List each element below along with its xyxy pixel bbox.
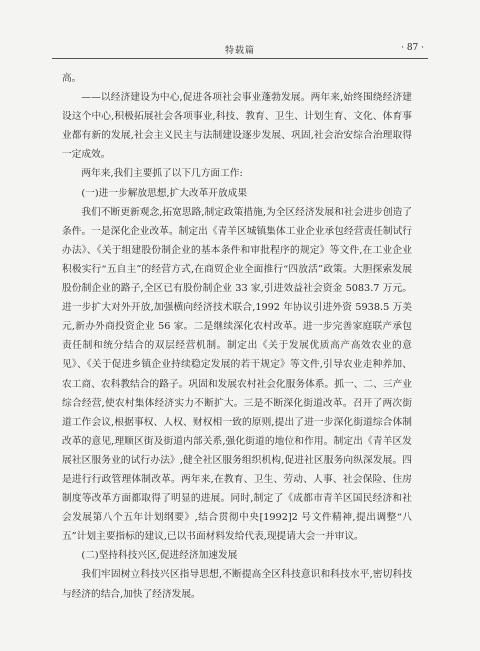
page-number: · 87 · [401,43,424,53]
section-title: 特载篇 [224,46,255,56]
paragraph-continuation: 高。 [62,73,82,84]
section-heading-technology: (二)坚持科技兴区,促进经济加速发展 [81,550,238,562]
paragraph-social-development: ——以经济建设为中心,促进各项社会事业蓬勃发展。两年来,始终围绕经济建设这个中心,积极拓展社会各项事业,科技、教育、卫生、计划生育、文化、体育事业都有新的发展,社会主义民主与法制建设逐步发展、巩固,社会治安综合治理取得一定成效。 [62,92,412,161]
paragraph-technology: 我们牢固树立科技兴区指导思想,不断提高全区科技意识和科技水平,密切科技与经济的结合,加快了经济发展。 [62,569,412,600]
paragraph-work-intro: 两年来,我们主要抓了以下几方面工作: [81,168,243,180]
page-header [52,40,428,59]
paragraph-reform: 我们不断更新观念,拓宽思路,制定政策措施,为全区经济发展和社会进步创造了条件。一是深化企业改革。制定出《青羊区城镇集体工业企业承包经营责任制试行办法》、《关于组建股份制企业的基本条件和审批程序的规定》等文件,在工业企业积极实行“五自主”的经营方式,在商贸企业全面推行“四放活”政策。大胆探索发展股份制企业的路子,全区已有股份制企业 33 家,引进效益社会资金 5083.7 万元。进一步扩大对外开放,加强横向经济技术联合,1992 年协议引进外资 5938.5 万美元,新办外商投资企业 56 家。二是继续深化农村改革。进一步完善家庭联产承包责任制和统分结合的双层经营机制。制定出《关于发展优质高产高效农业的意见》、《关于促进乡镇企业持续稳定发展的若干规定》等文件,引导农业走种养加、农工商、农科教结合的路子。巩固和发展农村社会化服务体系。抓一、二、三产业综合经营,使农村集体经济实力不断扩大。三是不断深化街道改革。召开了两次街道工作会议,根据事权、人权、财权相一致的原则,提出了进一步深化街道综合体制改革的意见,理顺区街及街道内部关系,强化街道的地位和作用。制定出《青羊区发展社区服务业的试行办法》,健全社区服务组织机构,促进社区服务向纵深发展。四是进行行政管理体制改革。两年来,在教育、卫生、劳动、人事、社会保险、住房制度等改革方面都取得了明显的进展。同时,制定了《成都市青羊区国民经济和社会发展第八个五年计划纲要》,结合贯彻中央[1992]2 号文件精神,提出调整“八五”计划主要指标的建议,已以书面材料发给代表,现提请大会一并审议。 [62,206,412,543]
body-text [62,69,412,604]
section-heading-reform: (一)进一步解放思想,扩大改革开放成果 [81,187,248,199]
